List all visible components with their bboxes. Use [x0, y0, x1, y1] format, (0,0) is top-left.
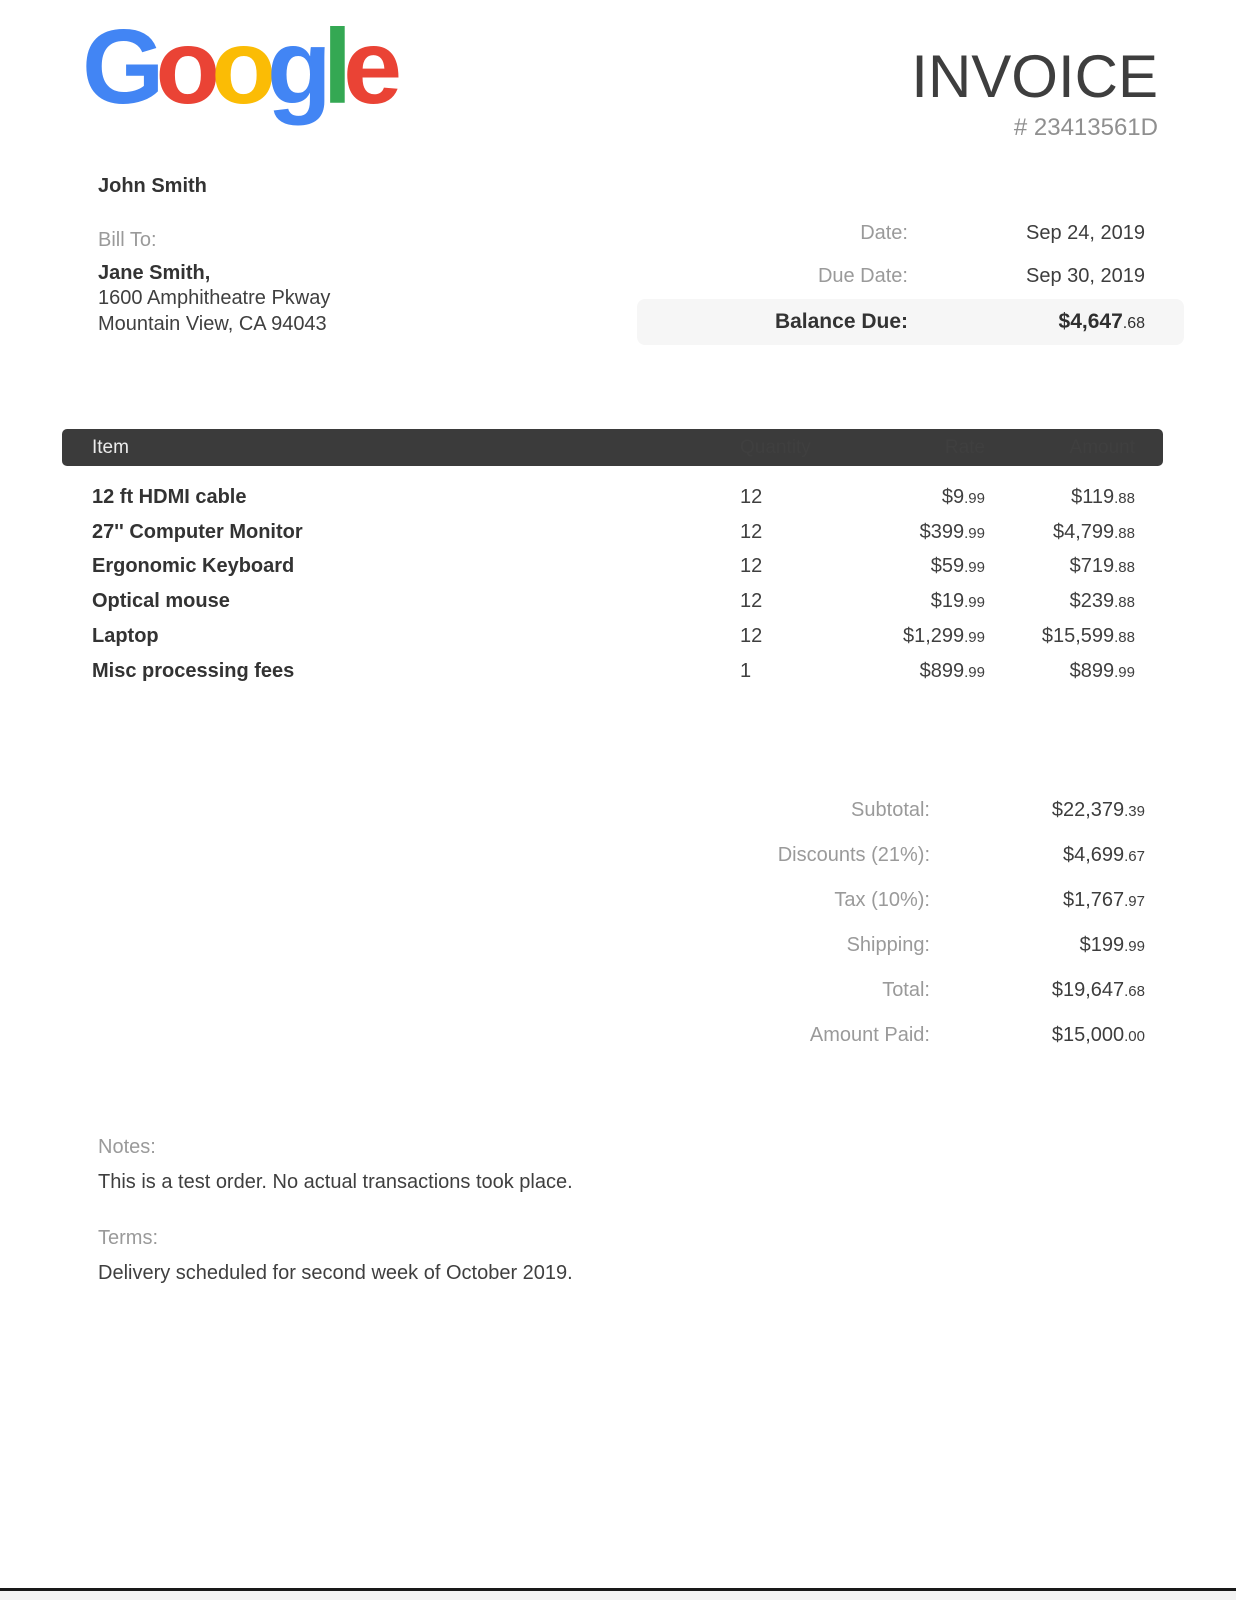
summary-label: Amount Paid:: [809, 1024, 930, 1046]
money-cents: .99: [964, 594, 985, 612]
money-dollars: $399: [919, 520, 965, 543]
item-rate: [860, 521, 985, 544]
terms-text: Delivery scheduled for second week of October 2019.: [98, 1262, 573, 1284]
item-amount: [985, 590, 1135, 613]
items-table-header: [62, 429, 1163, 466]
item-quantity: 1: [740, 659, 752, 682]
balance-due-value: [908, 310, 1145, 334]
summary-label: Subtotal:: [851, 799, 930, 821]
due-date-row: [637, 255, 1184, 298]
date-value: Sep 24, 2019: [1026, 222, 1145, 244]
column-header-amount: Amount: [1069, 436, 1135, 458]
item-rate: [860, 590, 985, 613]
table-row: [62, 550, 1163, 585]
item-rate: [860, 660, 985, 683]
invoice-meta: [637, 212, 1184, 345]
summary-row: [637, 788, 1145, 833]
money-cents: .99: [1124, 938, 1145, 955]
terms-label: Terms:: [98, 1227, 158, 1249]
item-name: Ergonomic Keyboard: [92, 555, 295, 578]
money-cents: .99: [1114, 663, 1135, 681]
money-dollars: $1,767: [1062, 889, 1125, 911]
google-logo-letter: g: [266, 8, 323, 126]
item-rate: [860, 625, 985, 648]
summary-row: [637, 833, 1145, 878]
item-name: 12 ft HDMI cable: [92, 485, 247, 508]
money-dollars: $4,799: [1052, 520, 1115, 543]
bill-to-address-line2: Mountain View, CA 94043: [98, 312, 327, 335]
table-row: [62, 619, 1163, 654]
summary-value: [930, 889, 1145, 912]
sender-name: John Smith: [98, 175, 207, 197]
summary-label: Tax (10%):: [834, 889, 930, 911]
invoice-number: # 23413561D: [1013, 114, 1158, 141]
summary-row: [637, 878, 1145, 923]
bill-to-block: [98, 227, 330, 337]
google-logo-letter: o: [155, 8, 212, 126]
item-amount: [985, 625, 1135, 648]
money-dollars: $19: [930, 590, 965, 613]
money-cents: .88: [1114, 629, 1135, 647]
summary-value: [930, 799, 1145, 822]
table-row: [62, 515, 1163, 550]
money-cents: .88: [1114, 559, 1135, 577]
money-cents: .97: [1124, 893, 1145, 910]
balance-due-row: [637, 299, 1184, 345]
money-dollars: $899: [919, 659, 965, 682]
item-amount: [985, 486, 1135, 509]
google-logo-letter: l: [322, 8, 344, 126]
summary-value: [930, 934, 1145, 957]
table-row: [62, 654, 1163, 689]
money-cents: .00: [1124, 1028, 1145, 1045]
item-quantity: 12: [740, 555, 763, 578]
google-logo-letter: o: [211, 8, 267, 126]
date-label: Date:: [860, 222, 908, 244]
summary-row: [637, 1013, 1145, 1058]
money-cents: .99: [964, 663, 985, 681]
money-dollars: $899: [1069, 659, 1115, 682]
summary-row: [637, 923, 1145, 968]
google-logo-letter: G: [82, 8, 156, 126]
column-header-rate: Rate: [944, 436, 985, 458]
item-quantity: 12: [740, 485, 763, 508]
money-cents: .88: [1114, 524, 1135, 542]
money-cents: .68: [1124, 983, 1145, 1000]
notes-text: This is a test order. No actual transactions took place.: [98, 1171, 573, 1193]
item-quantity: 12: [740, 520, 763, 543]
money-dollars: $4,647: [1058, 310, 1123, 333]
google-logo: [82, 8, 394, 126]
money-cents: .88: [1114, 594, 1135, 612]
due-date-label: Due Date:: [817, 265, 908, 287]
items-table-body: [62, 480, 1163, 689]
bill-to-address-line1: 1600 Amphitheatre Pkway: [98, 287, 331, 309]
item-name: Laptop: [92, 625, 159, 648]
items-table: [62, 429, 1163, 689]
money-dollars: $15,000: [1051, 1024, 1125, 1046]
item-rate: [860, 486, 985, 509]
google-logo-letter: e: [343, 8, 394, 126]
money-dollars: $19,647: [1051, 979, 1125, 1001]
summary-row: [637, 968, 1145, 1013]
summary-label: Total:: [882, 979, 930, 1001]
summary-value: [930, 844, 1145, 867]
item-amount: [985, 521, 1135, 544]
column-header-item: Item: [92, 436, 129, 458]
item-name: Optical mouse: [92, 590, 230, 613]
date-row: [637, 212, 1184, 255]
money-cents: .67: [1124, 848, 1145, 865]
summary-label: Discounts (21%):: [777, 844, 930, 866]
money-dollars: $719: [1069, 555, 1115, 578]
money-dollars: $22,379: [1051, 799, 1125, 821]
money-cents: .99: [964, 559, 985, 577]
balance-due-label: Balance Due:: [774, 310, 908, 333]
money-dollars: $15,599: [1041, 625, 1115, 648]
money-dollars: $4,699: [1062, 844, 1125, 866]
terms-block: [98, 1225, 573, 1286]
summary-value: [930, 979, 1145, 1002]
notes-block: [98, 1134, 573, 1195]
column-header-quantity: Quantity: [740, 436, 811, 458]
due-date-value: Sep 30, 2019: [1026, 265, 1145, 287]
money-cents: .99: [964, 524, 985, 542]
item-amount: [985, 555, 1135, 578]
invoice-title: INVOICE: [911, 43, 1158, 110]
money-cents: .99: [964, 489, 985, 507]
money-dollars: $9: [941, 485, 965, 508]
item-name: Misc processing fees: [92, 659, 295, 682]
summary-value: [930, 1024, 1145, 1047]
table-row: [62, 584, 1163, 619]
notes-label: Notes:: [98, 1136, 156, 1158]
item-name: 27'' Computer Monitor: [92, 520, 303, 543]
money-cents: .39: [1124, 803, 1145, 820]
summary-block: [637, 788, 1145, 1058]
money-cents: .68: [1122, 315, 1145, 332]
summary-label: Shipping:: [846, 934, 930, 956]
item-quantity: 12: [740, 625, 763, 648]
bill-to-name: Jane Smith,: [98, 262, 211, 284]
page-bottom-strip: [0, 1591, 1236, 1600]
money-dollars: $59: [930, 555, 965, 578]
money-dollars: $1,299: [902, 625, 965, 648]
invoice-header: [911, 43, 1158, 141]
bill-to-label: Bill To:: [98, 229, 157, 251]
table-row: [62, 480, 1163, 515]
money-cents: .88: [1114, 489, 1135, 507]
money-cents: .99: [964, 629, 985, 647]
money-dollars: $199: [1079, 934, 1125, 956]
item-rate: [860, 555, 985, 578]
money-dollars: $239: [1069, 590, 1115, 613]
money-dollars: $119: [1071, 485, 1115, 508]
item-quantity: 12: [740, 590, 763, 613]
item-amount: [985, 660, 1135, 683]
